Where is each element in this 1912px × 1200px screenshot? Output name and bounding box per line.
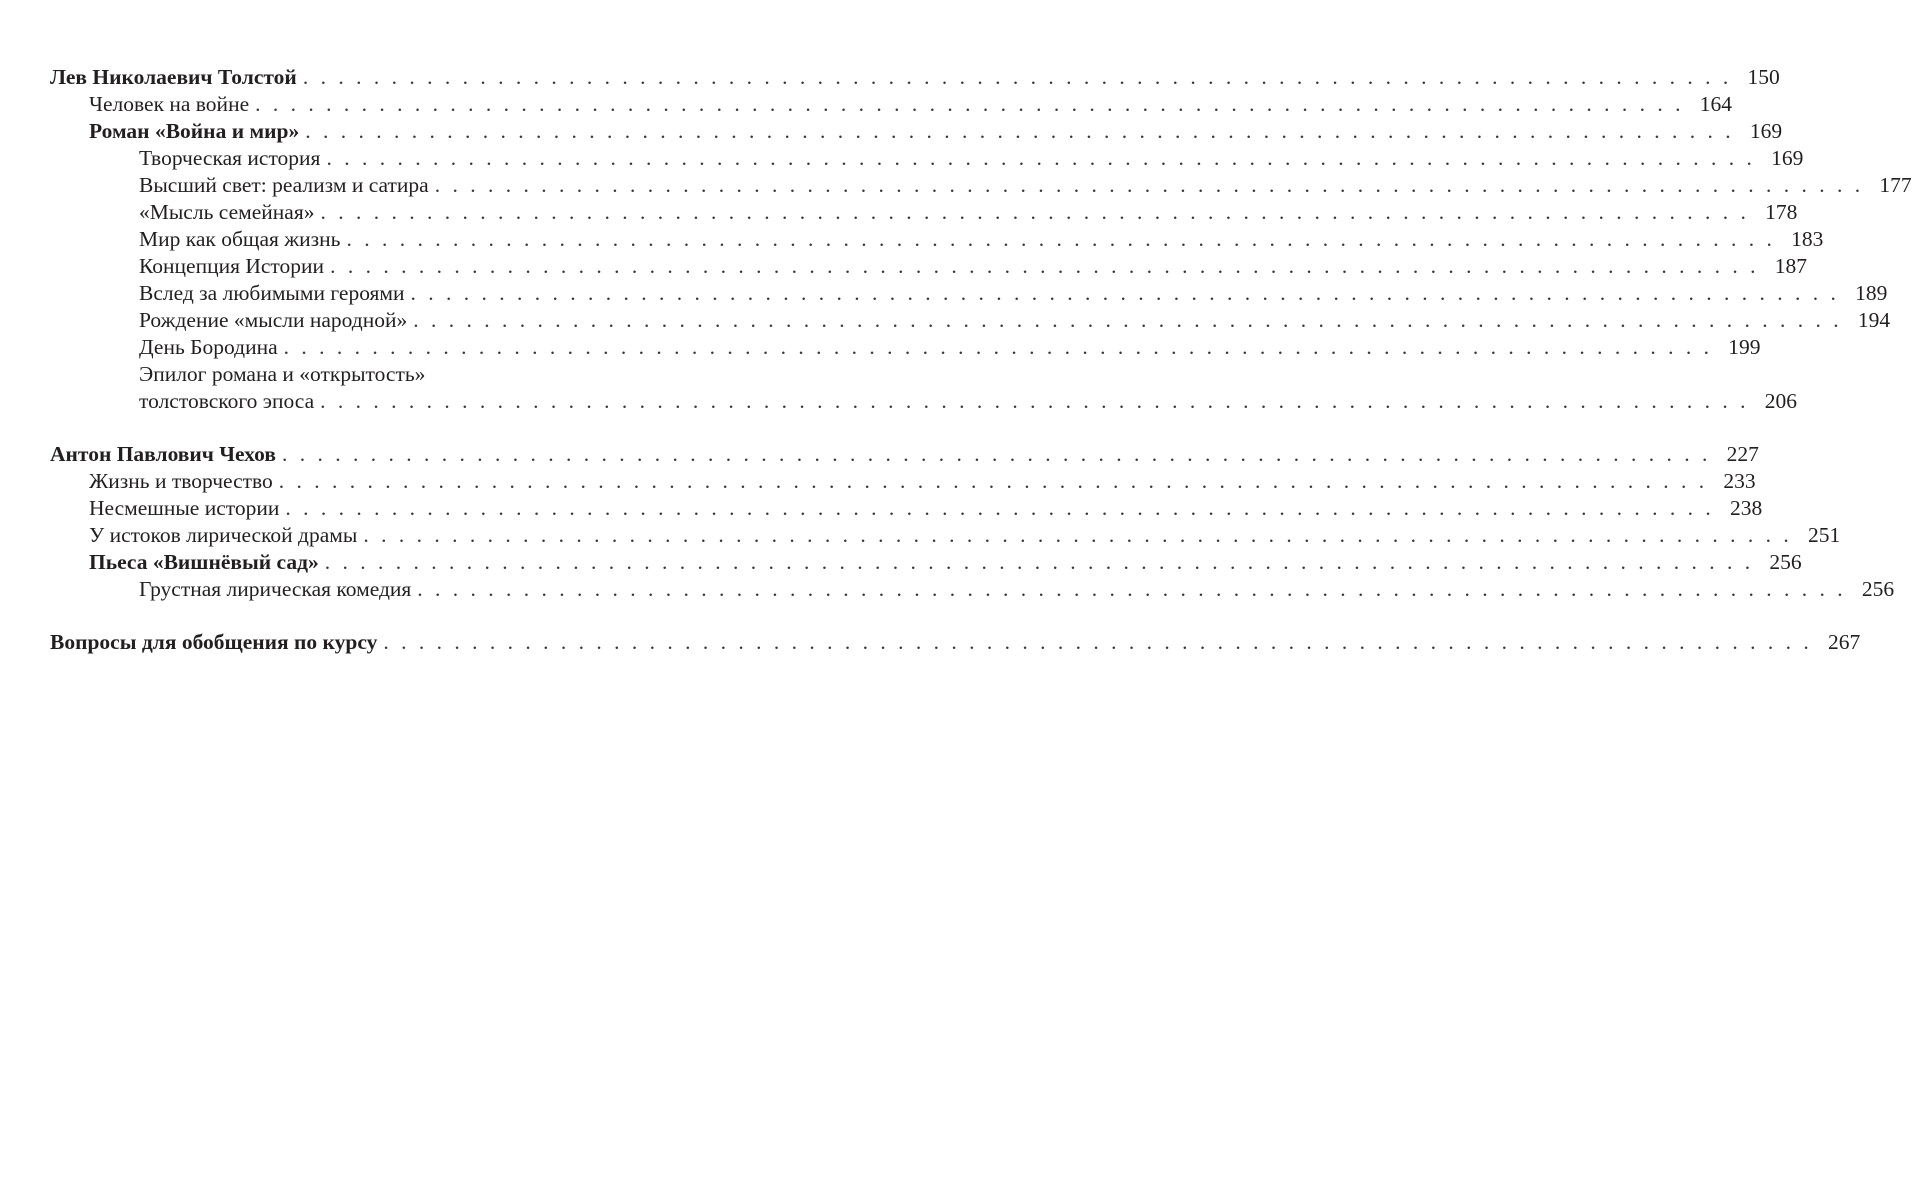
toc-entry-title: Пьеса «Вишнёвый сад» bbox=[89, 550, 319, 574]
dot-leader: . . . . . . . . . . . . . . . . . . . . . . . . . . . . . . . . . . . . . . . . . . . . . . . . . . . . . . . . . . . . . . . . . . . . . . . . . . . . . . . . . bbox=[305, 119, 1735, 143]
dot-leader: . . . . . . . . . . . . . . . . . . . . . . . . . . . . . . . . . . . . . . . . . . . . . . . . . . . . . . . . . . . . . . . . . . . . . . . . . . . . . . . . . bbox=[410, 281, 1840, 305]
toc-author-entry[interactable] bbox=[0, 64, 1780, 91]
toc-subchapter-entry[interactable] bbox=[0, 307, 1891, 334]
toc-subchapter-entry[interactable] bbox=[0, 253, 1807, 280]
toc-subchapter-entry[interactable] bbox=[0, 280, 1888, 307]
dot-leader: . . . . . . . . . . . . . . . . . . . . . . . . . . . . . . . . . . . . . . . . . . . . . . . . . . . . . . . . . . . . . . . . . . . . . . . . . . . . . . . . . bbox=[320, 389, 1750, 413]
toc-page-number: 189 bbox=[1855, 281, 1888, 305]
dot-leader: . . . . . . . . . . . . . . . . . . . . . . . . . . . . . . . . . . . . . . . . . . . . . . . . . . . . . . . . . . . . . . . . . . . . . . . . . . . . . . . . . bbox=[302, 65, 1732, 89]
toc-entry-title: Роман «Война и мир» bbox=[89, 119, 300, 143]
dot-leader: . . . . . . . . . . . . . . . . . . . . . . . . . . . . . . . . . . . . . . . . . . . . . . . . . . . . . . . . . . . . . . . . . . . . . . . . . . . . . . . . . bbox=[326, 146, 1756, 170]
toc-page-number: 256 bbox=[1861, 577, 1895, 601]
toc-section bbox=[0, 629, 1861, 656]
toc-chapter-entry[interactable] bbox=[0, 468, 1756, 495]
toc-page-number: 199 bbox=[1728, 335, 1761, 359]
toc-page-number: 187 bbox=[1774, 254, 1807, 278]
toc-page-number: 206 bbox=[1764, 389, 1798, 413]
toc-page-number: 233 bbox=[1723, 469, 1756, 493]
dot-leader: . . . . . . . . . . . . . . . . . . . . . . . . . . . . . . . . . . . . . . . . . . . . . . . . . . . . . . . . . . . . . . . . . . . . . . . . . . . . . . . . . bbox=[413, 308, 1843, 332]
toc-page-number: 164 bbox=[1699, 92, 1732, 116]
toc-author-entry[interactable] bbox=[0, 629, 1861, 656]
toc-entry-title: толстовского эпоса bbox=[139, 389, 315, 413]
dot-leader: . . . . . . . . . . . . . . . . . . . . . . . . . . . . . . . . . . . . . . . . . . . . . . . . . . . . . . . . . . . . . . . . . . . . . . . . . . . . . . . . . bbox=[278, 469, 1708, 493]
toc-entry-title: Вопросы для обобщения по курсу bbox=[50, 630, 378, 654]
toc-entry-title: Эпилог романа и «открытость» bbox=[139, 362, 426, 386]
toc-chapter-entry[interactable] bbox=[0, 522, 1841, 549]
section-gap bbox=[0, 415, 900, 441]
toc-chapter-entry[interactable] bbox=[0, 495, 1763, 522]
toc-entry-title: Грустная лирическая комедия bbox=[139, 577, 412, 601]
toc-chapter-entry[interactable] bbox=[0, 91, 1732, 118]
toc-entry-title: «Мысль семейная» bbox=[139, 200, 315, 224]
toc-page-number: 178 bbox=[1765, 200, 1798, 224]
dot-leader: . . . . . . . . . . . . . . . . . . . . . . . . . . . . . . . . . . . . . . . . . . . . . . . . . . . . . . . . . . . . . . . . . . . . . . . . . . . . . . . . . bbox=[283, 335, 1713, 359]
toc-subchapter-entry[interactable] bbox=[0, 199, 1798, 226]
dot-leader: . . . . . . . . . . . . . . . . . . . . . . . . . . . . . . . . . . . . . . . . . . . . . . . . . . . . . . . . . . . . . . . . . . . . . . . . . . . . . . . . . bbox=[434, 173, 1864, 197]
toc-chapter-entry[interactable] bbox=[0, 118, 1783, 145]
toc-page-number: 169 bbox=[1771, 146, 1804, 170]
toc-page-number: 267 bbox=[1827, 630, 1861, 654]
toc-page-number: 227 bbox=[1726, 442, 1759, 466]
toc-entry-title: День Бородина bbox=[139, 335, 278, 359]
dot-leader: . . . . . . . . . . . . . . . . . . . . . . . . . . . . . . . . . . . . . . . . . . . . . . . . . . . . . . . . . . . . . . . . . . . . . . . . . . . . . . . . . bbox=[383, 630, 1813, 654]
dot-leader: . . . . . . . . . . . . . . . . . . . . . . . . . . . . . . . . . . . . . . . . . . . . . . . . . . . . . . . . . . . . . . . . . . . . . . . . . . . . . . . . . bbox=[417, 577, 1847, 601]
toc-entry-title: Концепция Истории bbox=[139, 254, 325, 278]
toc-subchapter-entry[interactable] bbox=[0, 361, 900, 388]
toc-subchapter-entry[interactable] bbox=[0, 334, 1761, 361]
toc-entry-title: Рождение «мысли народной» bbox=[139, 308, 408, 332]
toc-page-number: 169 bbox=[1749, 119, 1783, 143]
section-gap bbox=[0, 603, 900, 629]
toc-subchapter-entry[interactable] bbox=[0, 576, 1895, 603]
toc-page-number: 251 bbox=[1807, 523, 1841, 547]
dot-leader: . . . . . . . . . . . . . . . . . . . . . . . . . . . . . . . . . . . . . . . . . . . . . . . . . . . . . . . . . . . . . . . . . . . . . . . . . . . . . . . . . bbox=[363, 523, 1793, 547]
dot-leader: . . . . . . . . . . . . . . . . . . . . . . . . . . . . . . . . . . . . . . . . . . . . . . . . . . . . . . . . . . . . . . . . . . . . . . . . . . . . . . . . . bbox=[330, 254, 1759, 278]
table-of-contents bbox=[0, 64, 1912, 656]
toc-page-number: 256 bbox=[1769, 550, 1802, 574]
toc-author-entry[interactable] bbox=[0, 441, 1759, 468]
toc-page-number: 194 bbox=[1857, 308, 1891, 332]
toc-page-number: 150 bbox=[1747, 65, 1780, 89]
toc-entry-title: Несмешные истории bbox=[89, 496, 280, 520]
toc-entry-title: Вслед за любимыми героями bbox=[139, 281, 405, 305]
dot-leader: . . . . . . . . . . . . . . . . . . . . . . . . . . . . . . . . . . . . . . . . . . . . . . . . . . . . . . . . . . . . . . . . . . . . . . . . . . . . . . . . . bbox=[285, 496, 1715, 520]
toc-section bbox=[0, 441, 1895, 603]
dot-leader: . . . . . . . . . . . . . . . . . . . . . . . . . . . . . . . . . . . . . . . . . . . . . . . . . . . . . . . . . . . . . . . . . . . . . . . . . . . . . . . . . bbox=[281, 442, 1711, 466]
dot-leader: . . . . . . . . . . . . . . . . . . . . . . . . . . . . . . . . . . . . . . . . . . . . . . . . . . . . . . . . . . . . . . . . . . . . . . . . . . . . . . . . . bbox=[320, 200, 1750, 224]
dot-leader: . . . . . . . . . . . . . . . . . . . . . . . . . . . . . . . . . . . . . . . . . . . . . . . . . . . . . . . . . . . . . . . . . . . . . . . . . . . . . . . . . bbox=[324, 550, 1754, 574]
dot-leader: . . . . . . . . . . . . . . . . . . . . . . . . . . . . . . . . . . . . . . . . . . . . . . . . . . . . . . . . . . . . . . . . . . . . . . . . . . . . . . . . . bbox=[346, 227, 1776, 251]
toc-entry-title: Человек на войне bbox=[89, 92, 250, 116]
toc-subchapter-entry[interactable] bbox=[0, 172, 1912, 199]
toc-chapter-entry[interactable] bbox=[0, 549, 1802, 576]
toc-subchapter-entry[interactable] bbox=[0, 145, 1804, 172]
toc-entry-title: Жизнь и творчество bbox=[89, 469, 273, 493]
toc-page-number: 177 bbox=[1879, 173, 1912, 197]
toc-page-number: 183 bbox=[1791, 227, 1824, 251]
toc-page-number: 238 bbox=[1730, 496, 1763, 520]
toc-subchapter-entry[interactable] bbox=[0, 226, 1824, 253]
dot-leader: . . . . . . . . . . . . . . . . . . . . . . . . . . . . . . . . . . . . . . . . . . . . . . . . . . . . . . . . . . . . . . . . . . . . . . . . . . . . . . . . . bbox=[255, 92, 1684, 116]
toc-entry-title: Лев Николаевич Толстой bbox=[50, 65, 297, 89]
toc-section bbox=[0, 64, 1912, 415]
toc-entry-title: Высший свет: реализм и сатира bbox=[139, 173, 429, 197]
toc-entry-title: Мир как общая жизнь bbox=[139, 227, 341, 251]
toc-entry-title: У истоков лирической драмы bbox=[89, 523, 358, 547]
toc-subchapter-entry[interactable] bbox=[0, 388, 1798, 415]
toc-entry-title: Антон Павлович Чехов bbox=[50, 442, 276, 466]
toc-entry-title: Творческая история bbox=[139, 146, 321, 170]
